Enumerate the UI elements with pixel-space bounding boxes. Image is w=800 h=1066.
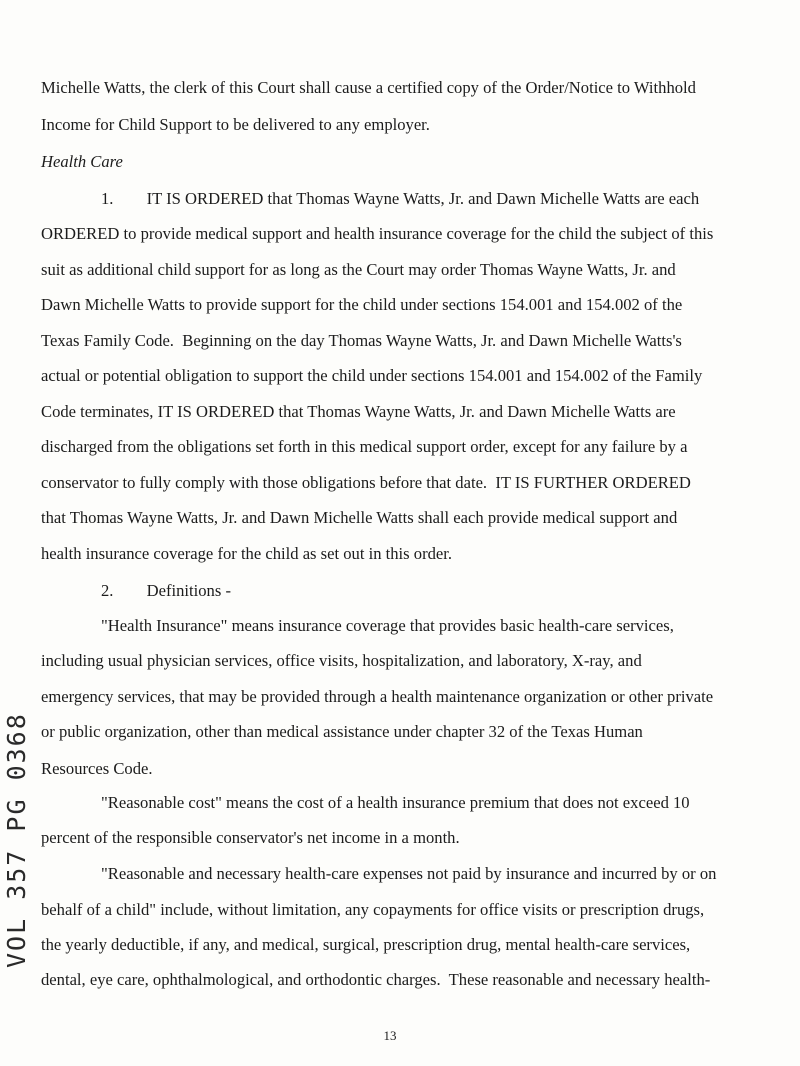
body-text-line: "Reasonable and necessary health-care expenses not paid by insurance and incurred by or on — [101, 864, 717, 883]
volume-page-stamp: VOL 357 PG 0368 — [2, 712, 31, 968]
body-text-line: actual or potential obligation to support the child under sections 154.001 and 154.002 of the Family — [41, 366, 703, 385]
body-text-line: including usual physician services, office visits, hospitalization, and laboratory, X-ray, and — [41, 651, 642, 670]
body-text-line: the yearly deductible, if any, and medical, surgical, prescription drug, mental health-care services, — [41, 935, 691, 954]
body-text-line: dental, eye care, ophthalmological, and orthodontic charges. These reasonable and necessary health- — [41, 970, 711, 989]
body-text-line: 1. IT IS ORDERED that Thomas Wayne Watts, Jr. and Dawn Michelle Watts are each — [101, 189, 700, 208]
body-text-line: "Health Insurance" means insurance coverage that provides basic health-care services, — [101, 616, 674, 635]
page-number: 13 — [383, 1028, 397, 1043]
body-text-line: that Thomas Wayne Watts, Jr. and Dawn Michelle Watts shall each provide medical support and — [41, 508, 678, 527]
body-text-line: Texas Family Code. Beginning on the day Thomas Wayne Watts, Jr. and Dawn Michelle Watts's — [41, 331, 682, 350]
body-text-line: "Reasonable cost" means the cost of a health insurance premium that does not exceed 10 — [101, 793, 690, 812]
body-text-line: health insurance coverage for the child as set out in this order. — [41, 544, 453, 563]
body-text-line: Dawn Michelle Watts to provide support for the child under sections 154.001 and 154.002 of the — [41, 295, 683, 314]
body-text-line: conservator to fully comply with those obligations before that date. IT IS FURTHER ORDERED — [41, 473, 691, 492]
body-text-line: percent of the responsible conservator's net income in a month. — [41, 828, 460, 847]
body-text-line: suit as additional child support for as long as the Court may order Thomas Wayne Watts, Jr. and — [41, 260, 676, 279]
section-heading: Health Care — [41, 152, 123, 171]
body-text-line: discharged from the obligations set forth in this medical support order, except for any failure by a — [41, 437, 688, 456]
body-text-line: Michelle Watts, the clerk of this Court shall cause a certified copy of the Order/Notice to Withhold — [41, 78, 696, 97]
body-text-line: Income for Child Support to be delivered to any employer. — [41, 115, 430, 134]
body-text-line: emergency services, that may be provided through a health maintenance organization or other private — [41, 687, 714, 706]
body-text-line: Code terminates, IT IS ORDERED that Thomas Wayne Watts, Jr. and Dawn Michelle Watts are — [41, 402, 676, 421]
body-text-line: behalf of a child" include, without limitation, any copayments for office visits or prescription drugs, — [41, 900, 705, 919]
body-text-line: ORDERED to provide medical support and health insurance coverage for the child the subject of this — [41, 224, 714, 243]
body-text-line: or public organization, other than medical assistance under chapter 32 of the Texas Human — [41, 722, 643, 741]
body-text-line: Resources Code. — [41, 759, 153, 778]
body-text-line: 2. Definitions - — [101, 581, 231, 600]
